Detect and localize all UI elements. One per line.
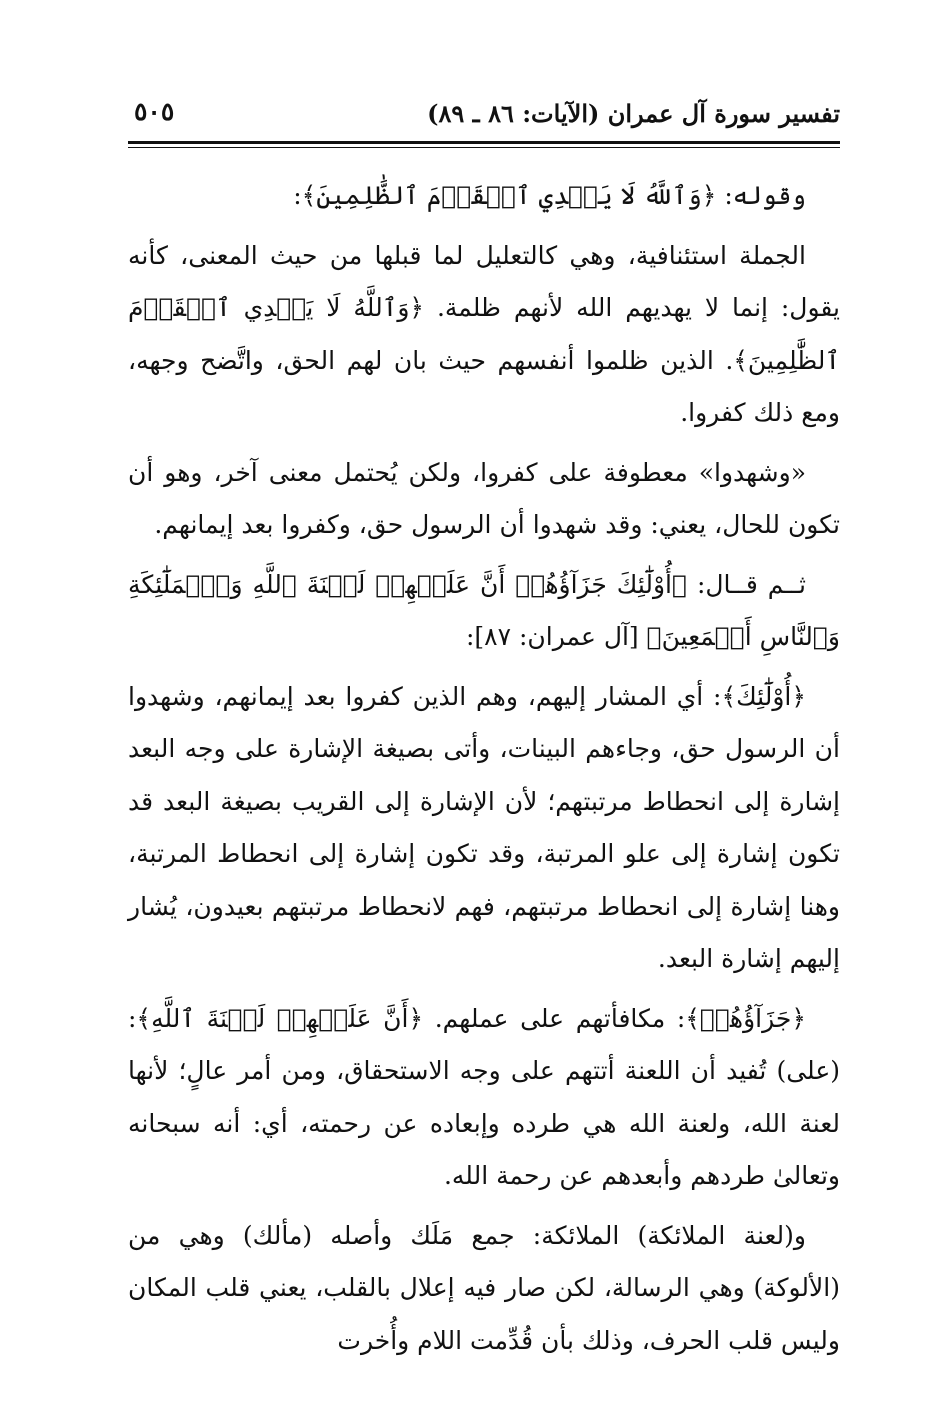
- body-text: [128, 170, 840, 1367]
- paragraph: الجملة استئنافية، وهي كالتعليل لما قبلها من حيث المعنى، كأنه يقول: إنما لا يهديهم الله لأنهم ظلمة. ﴿وَٱللَّهُ لَا يَهۡدِي ٱلۡقَوۡمَ ٱلظَّٰلِمِينَ﴾. الذين ظلموا أنفسهم حيث بان لهم الحق، واتَّضح وجهه، ومع ذلك كفروا.: [128, 240, 840, 427]
- header-rule-thin: [128, 147, 840, 148]
- paragraph: «وشهدوا» معطوفة على كفروا، ولكن يُحتمل معنى آخر، وهو أن تكون للحال، يعني: وقد شهدوا أن الرسول حق، وكفروا بعد إيمانهم.: [128, 457, 840, 539]
- running-header: [128, 95, 840, 139]
- paragraph: ﴿جَزَآؤُهُمۡ﴾: مكافأتهم على عملهم. ﴿أَنَّ عَلَيۡهِمۡ لَعۡنَةَ ٱللَّهِ﴾: (على) تُفيد أن اللعنة أتتهم على وجه الاستحقاق، ومن أمر عالٍ؛ لأنها لعنة الله، ولعنة الله هي طرده وإبعاده عن رحمته، أي: أنه سبحانه وتعالىٰ طردهم وأبعدهم عن رحمة الله.: [128, 1003, 840, 1190]
- paragraph: ﴿أُوْلَٰٓئِكَ﴾: أي المشار إليهم، وهم الذين كفروا بعد إيمانهم، وشهدوا أن الرسول حق، وجاءهم البينات، وأتى بصيغة الإشارة على وجه البعد إشارة إلى انحطاط مرتبتهم؛ لأن الإشارة إلى القريب بصيغة البعد قد تكون إشارة إلى علو المرتبة، وقد تكون إشارة إلى انحطاط المرتبة، وهنا إشارة إلى انحطاط مرتبتهم، فهم لانحطاط مرتبتهم بعيدون، يُشار إليهم إشارة البعد.: [128, 681, 840, 973]
- header-rule-thick: [128, 141, 840, 144]
- paragraph: ثــم قــال: ﴿أُوْلَٰٓئِكَ جَزَآؤُهُمۡ أَنَّ عَلَيۡهِمۡ لَعۡنَةَ ٱللَّهِ وَٱلۡمَلَٰٓئِكَةِ وَٱلنَّاسِ أَجۡمَعِينَ﴾ [آل عمران: ٨٧]:: [128, 569, 840, 651]
- page-number: ٥٠٥: [134, 97, 175, 126]
- book-page: [128, 95, 840, 1355]
- running-header-title: تفسير سورة آل عمران (الآيات: ٨٦ ـ ٨٩): [427, 99, 840, 128]
- paragraph: و(لعنة الملائكة) الملائكة: جمع مَلَك وأصله (مألك) وهي من (الألوكة) وهي الرسالة، لكن صار فيه إعلال بالقلب، يعني قلب المكان وليس قلب الحرف، وذلك بأن قُدِّمت اللام وأُخرت: [128, 1220, 840, 1355]
- paragraph: وقوله: ﴿وَٱللَّهُ لَا يَهۡدِي ٱلۡقَوۡمَ ٱلظَّٰلِمِينَ﴾:: [293, 181, 806, 210]
